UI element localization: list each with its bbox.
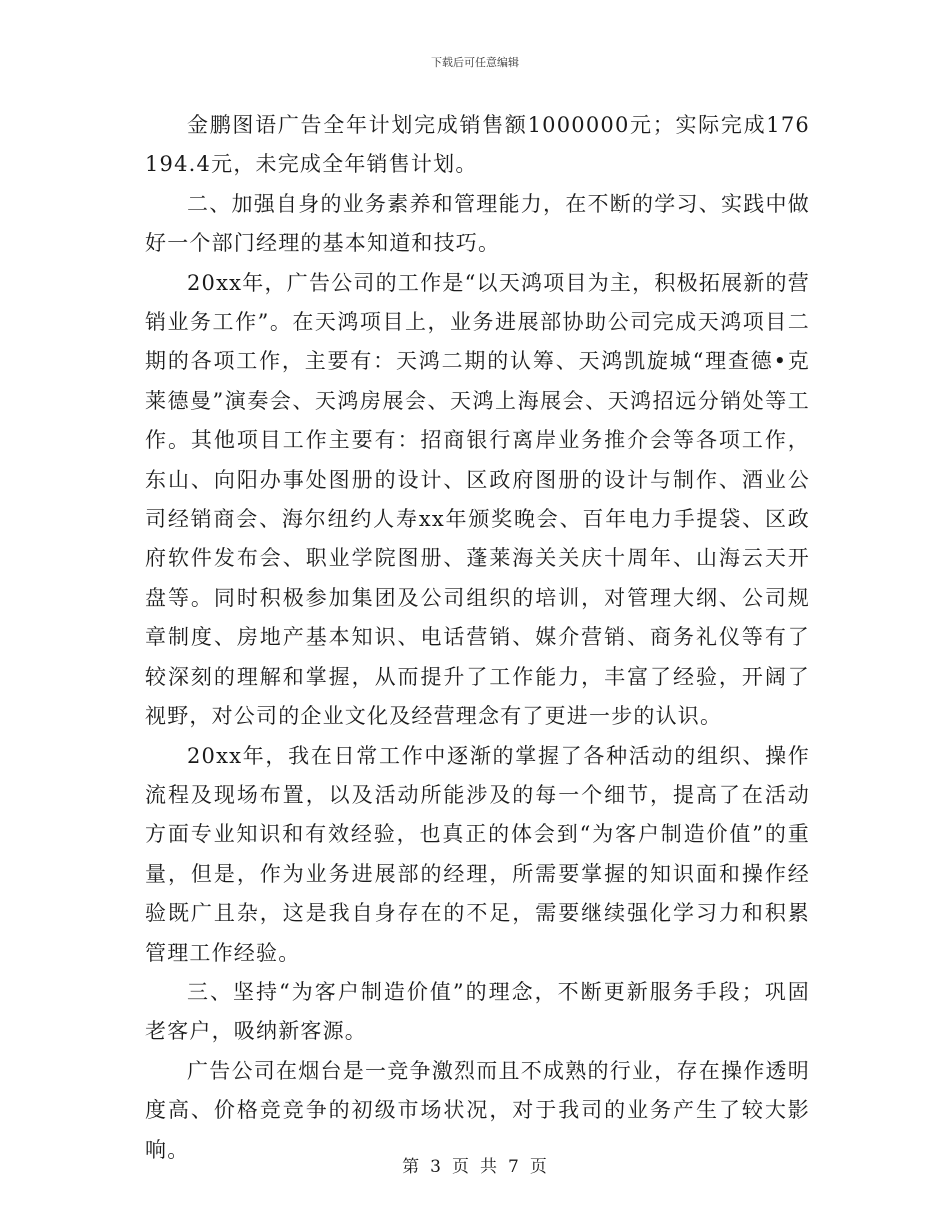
document-body <box>145 106 810 1170</box>
paragraph-self-assessment: 20xx年，我在日常工作中逐渐的掌握了各种活动的组织、操作流程及现场布置，以及活动所能涉及的每一个细节，提高了在活动方面专业知识和有效经验，也真正的体会到“为客户制造价值”的重量，但是，作为业务进展部的经理，所需要掌握的知识面和操作经验既广且杂，这是我自身存在的不足，需要继续强化学习力和积累管理工作经验。 <box>145 743 810 965</box>
paragraph-work-summary: 20xx年，广告公司的工作是“以天鸿项目为主，积极拓展新的营销业务工作”。在天鸿项目上，业务进展部协助公司完成天鸿项目二期的各项工作，主要有：天鸿二期的认筹、天鸿凯旋城“理查德•克莱德曼”演奏会、天鸿房展会、天鸿上海展会、天鸿招远分销处等工作。其他项目工作主要有：招商银行离岸业务推介会等各项工作，东山、向阳办事处图册的设计、区政府图册的设计与制作、酒业公司经销商会、海尔纽约人寿xx年颁奖晚会、百年电力手提袋、区政府软件发布会、职业学院图册、蓬莱海关关庆十周年、山海云天开盘等。同时积极参加集团及公司组织的培训，对管理大纲、公司规章制度、房地产基本知识、电话营销、媒介营销、商务礼仪等有了较深刻的理解和掌握，从而提升了工作能力，丰富了经验，开阔了视野，对公司的企业文化及经营理念有了更进一步的认识。 <box>145 270 810 729</box>
page-header-note: 下载后可任意编辑 <box>431 56 519 69</box>
footer-label-of: 页 <box>452 1157 470 1177</box>
paragraph-heading-three: 三、坚持“为客户制造价值”的理念，不断更新服务手段；巩固老客户，吸纳新客源。 <box>145 979 810 1044</box>
paragraph-heading-two: 二、加强自身的业务素养和管理能力，在不断的学习、实践中做好一个部门经理的基本知道和技巧。 <box>145 191 810 256</box>
footer-total-pages: 7 <box>508 1157 520 1177</box>
footer-current-page: 3 <box>430 1157 442 1177</box>
paragraph-market-status: 广告公司在烟台是一竞争激烈而且不成熟的行业，存在操作透明度高、价格竞竞争的初级市场状况，对于我司的业务产生了较大影响。 <box>145 1058 810 1162</box>
footer-label-page: 第 <box>402 1157 421 1177</box>
page-footer <box>0 1152 950 1177</box>
paragraph-sales-result: 金鹏图语广告全年计划完成销售额1000000元；实际完成176194.4元，未完成全年销售计划。 <box>145 113 810 177</box>
footer-label-page-end: 页 <box>529 1157 548 1177</box>
footer-label-total: 共 <box>480 1157 498 1177</box>
